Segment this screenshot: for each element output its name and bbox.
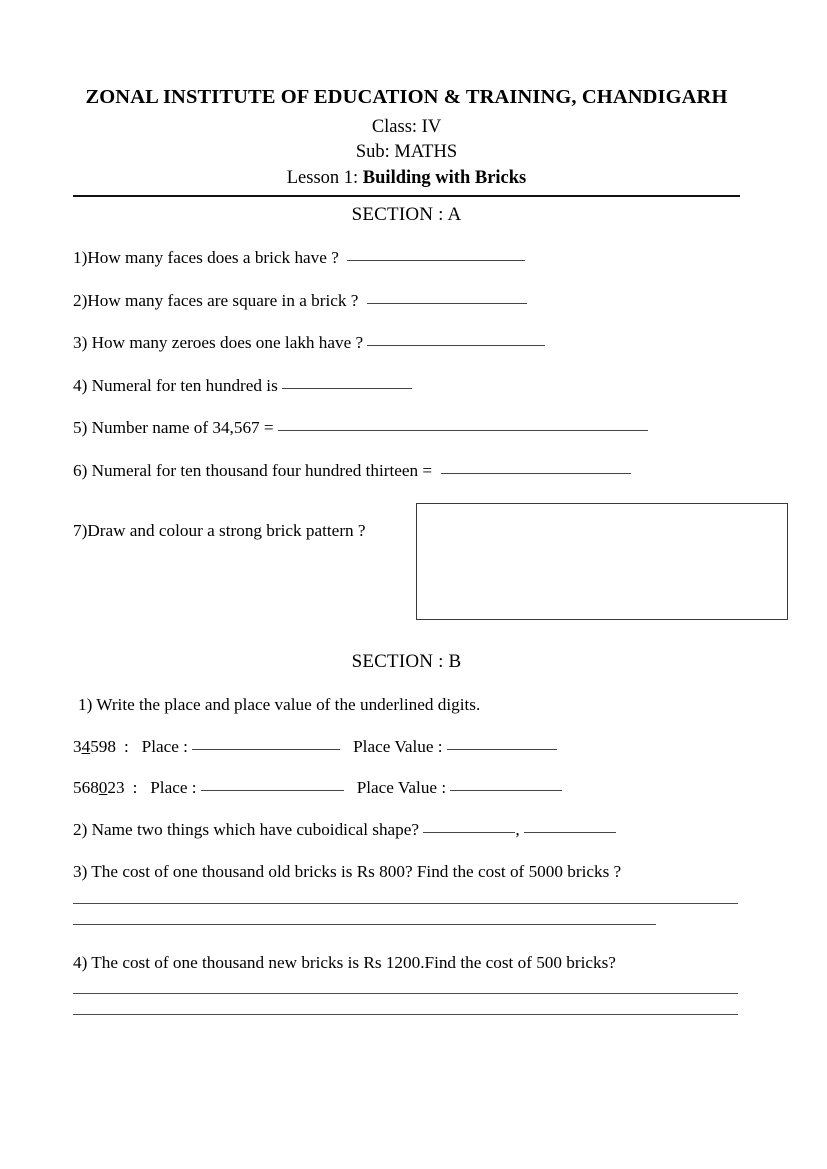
place-blank-2[interactable]	[201, 790, 344, 791]
question-b2-text: 2) Name two things which have cuboidical shape?	[73, 819, 420, 839]
place-value-label-2: Place Value :	[356, 777, 447, 797]
question-a1-text: 1)How many faces does a brick have ?	[73, 248, 339, 268]
question-a5-text: 5) Number name of 34,567 =	[73, 418, 274, 438]
question-b2-separator: ,	[515, 819, 520, 839]
place-label-1: Place :	[141, 736, 188, 756]
number-segment-after: 23	[107, 777, 125, 797]
question-a2	[73, 290, 740, 312]
institute-title: ZONAL INSTITUTE OF EDUCATION & TRAINING, CHANDIGARH	[85, 86, 728, 108]
question-b4-text: 4) The cost of one thousand new bricks is Rs 1200.Find the cost of 500 bricks?	[73, 952, 616, 972]
answer-rule-line[interactable]	[73, 903, 738, 904]
answer-blank-a4[interactable]	[282, 388, 412, 389]
answer-blank-a5[interactable]	[278, 430, 648, 431]
lesson-prefix: Lesson 1:	[286, 167, 363, 188]
question-a7-text: 7)Draw and colour a strong brick pattern ?	[73, 521, 366, 541]
worksheet-content	[73, 86, 740, 1015]
question-a3-text: 3) How many zeroes does one lakh have ?	[73, 333, 364, 353]
question-b2	[73, 819, 740, 841]
answer-rule-line[interactable]	[73, 1014, 738, 1015]
place-value-label-1: Place Value :	[353, 736, 443, 756]
place-value-blank-2[interactable]	[450, 790, 562, 791]
header-subtitle-block	[73, 115, 740, 192]
number-segment-before: 3	[73, 736, 82, 756]
place-blank-1[interactable]	[192, 749, 340, 750]
answer-blank-b2-first[interactable]	[423, 832, 515, 833]
question-b4-answer-area	[73, 993, 740, 1015]
question-a1	[73, 247, 740, 269]
place-label-2: Place :	[150, 777, 197, 797]
question-a5	[73, 417, 740, 439]
place-value-number-2	[73, 778, 125, 798]
answer-blank-b2-second[interactable]	[524, 832, 616, 833]
number-segment-after: 598	[90, 736, 116, 756]
place-row-2-colon: :	[132, 777, 138, 797]
lesson-line	[73, 166, 740, 192]
number-underlined-digit: 0	[98, 777, 108, 797]
question-a4-text: 4) Numeral for ten hundred is	[73, 375, 278, 395]
number-segment-before: 568	[73, 777, 99, 797]
question-a3	[73, 332, 740, 354]
question-b3-answer-area	[73, 903, 740, 925]
question-b3-text: 3) The cost of one thousand old bricks is Rs 800? Find the cost of 5000 bricks ?	[73, 862, 622, 882]
section-a-heading: SECTION : A	[351, 204, 462, 226]
question-b1-instruction	[78, 694, 740, 716]
place-value-blank-1[interactable]	[447, 749, 557, 750]
question-a6	[73, 460, 740, 482]
section-b-heading: SECTION : B	[351, 651, 462, 673]
answer-rule-line[interactable]	[73, 924, 656, 925]
number-underlined-digit: 4	[81, 736, 91, 756]
class-line: Class: IV	[371, 116, 442, 137]
answer-rule-line[interactable]	[73, 993, 738, 994]
drawing-answer-box[interactable]	[416, 503, 788, 620]
question-a6-text: 6) Numeral for ten thousand four hundred thirteen =	[73, 460, 433, 480]
answer-blank-a3[interactable]	[367, 345, 545, 346]
question-a2-text: 2)How many faces are square in a brick ?	[73, 290, 359, 310]
question-b1-instruction-text: 1) Write the place and place value of the underlined digits.	[78, 695, 481, 715]
answer-blank-a2[interactable]	[367, 303, 527, 304]
question-b4	[73, 952, 740, 974]
place-value-row-1	[73, 737, 740, 757]
subject-line: Sub: MATHS	[355, 142, 458, 163]
place-row-1-colon: :	[123, 736, 129, 756]
question-a4	[73, 375, 740, 397]
place-value-row-2	[73, 778, 740, 798]
question-b3	[73, 861, 740, 883]
place-value-number-1	[73, 737, 116, 757]
lesson-name: Building with Bricks	[362, 167, 527, 188]
question-a7	[73, 503, 740, 625]
answer-blank-a6[interactable]	[441, 473, 631, 474]
header-divider-rule	[73, 195, 740, 197]
answer-blank-a1[interactable]	[347, 260, 525, 261]
